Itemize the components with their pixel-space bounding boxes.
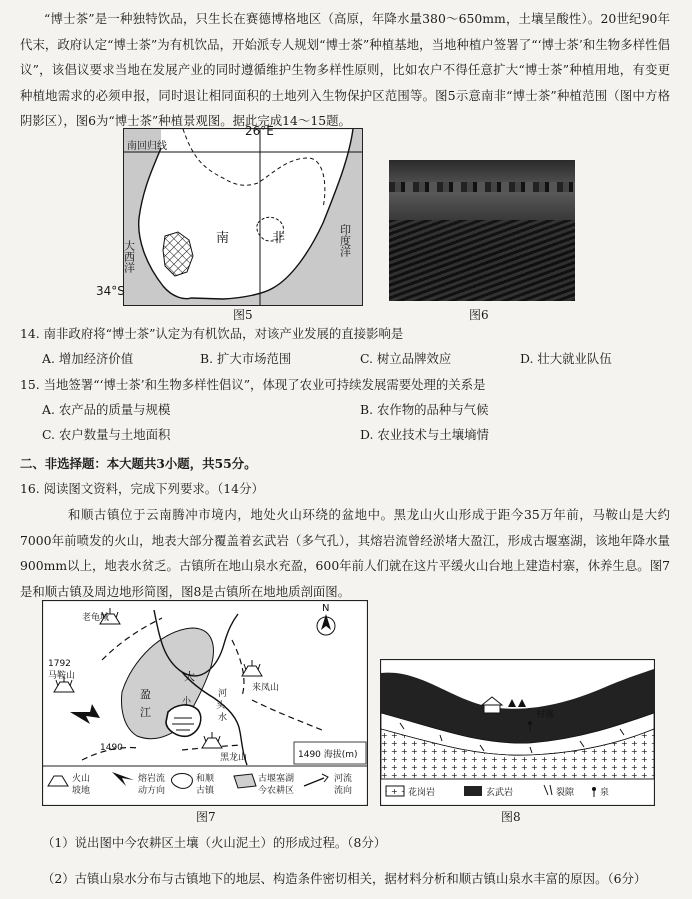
q15-option-b: B. 农作物的品种与气候: [360, 402, 489, 417]
alt-1490-label: 1490: [100, 743, 123, 753]
q14-option-c: C. 树立品牌效应: [360, 351, 452, 366]
q15-option-c: C. 农户数量与土地面积: [42, 427, 171, 442]
latitude-label: 34°S: [96, 284, 125, 298]
q16-material: 和顺古镇位于云南腾冲市境内，地处火山环绕的盆地中。黑龙山火山形成于距今35万年前，马鞍山是大约7000年前喷发的火山，地表大部分覆盖着玄武岩（多气孔），其熔岩流曾经淤堵大盈江，形成古堰塞湖，该地年降水量900mm以上，地表水贫乏。古镇所在地山泉水充盈，600年前人们就在这片平缓火山台地上建造村寨，休养生息。图7是和顺古镇及周边地形简图，图8是古镇所在地地质剖面图。: [20, 507, 670, 599]
geologic-cross-section: [380, 659, 655, 806]
heilongshan-label: 黑龙山: [220, 753, 248, 763]
tropic-label: 南回归线: [127, 141, 167, 152]
legend-lava-label: 熔岩流 动方向: [138, 774, 166, 796]
figure-7-caption: 图7: [196, 810, 216, 824]
section-2-title: 二、非选择题：本大题共3小题，共55分。: [20, 456, 257, 471]
q16-stem: 16. 阅读图文资料，完成下列要求。（14分）: [20, 481, 264, 496]
q15-stem: 15. 当地签署“‘博士茶’和生物多样性倡议”，体现了农业可持续发展需要处理的关系是: [20, 377, 486, 392]
legend-granite-label: 花岗岩: [408, 788, 436, 798]
legend-lake-label: 古堰塞湖 今农耕区: [258, 774, 295, 796]
xiao-label: 小: [182, 697, 192, 707]
figure-6-caption: 图6: [469, 308, 489, 322]
maanshan-label: 马鞍山: [48, 671, 76, 681]
legend-spring-label: 泉: [600, 788, 610, 798]
q14-option-b: B. 扩大市场范围: [200, 351, 292, 366]
legend-fissure-label: 裂隙: [556, 788, 575, 798]
legend-basalt-label: 玄武岩: [486, 788, 514, 798]
tea-field-rows: [389, 220, 575, 301]
he-label: 河: [218, 689, 228, 699]
tou-label: 头: [216, 701, 226, 711]
indian-label: 印度洋: [338, 224, 352, 257]
legend-volcano-label: 火山 坡地: [72, 774, 91, 796]
figure-8-profile: [380, 659, 655, 806]
q14-option-a: A. 增加经济价值: [42, 351, 134, 366]
legend-town-label: 和顺 古镇: [196, 774, 215, 796]
figure-8-caption: 图8: [501, 810, 521, 824]
figure-5-map: [123, 128, 363, 306]
q16-sub2: （2）古镇山泉水分布与古镇地下的地层、构造条件密切相关，据材料分析和顺古镇山泉水丰富的原因。（6分）: [42, 871, 647, 886]
q14-stem: 14. 南非政府将“博士茶”认定为有机饮品，对该产业发展的直接影响是: [20, 326, 404, 341]
figure-5-caption: 图5: [233, 308, 253, 322]
atlantic-label: 大西洋: [123, 240, 136, 273]
q16-sub1: （1）说出图中今农耕区土壤（火山泥土）的形成过程。（8分）: [42, 835, 387, 850]
river-da-label: 大: [184, 670, 195, 683]
intro-paragraph: “博士茶”是一种独特饮品，只生长在赛德博格地区（高原，年降水量380～650mm，土壤呈酸性）。20世纪90年代末，政府认定“博士茶”为有机饮品，开始派专人规划“博士茶”种植基地，当地种植户签署了“‘博士茶’和生物多样性倡议”，该倡议要求当地在发展产业的同时遵循维护生物多样性原则，比如农户不得任意扩大“博士茶”种植用地，有变更种植地需求的必须申报，同时退让相同面积的土地列入生物保护区范围等。图5示意南非“博士茶”种植范围（图中方格阴影区），图6为“博士茶”种植景观图。据此完成14～15题。: [20, 11, 670, 128]
laifengshan-label: 来凤山: [252, 683, 280, 693]
legend-lake-icon: [234, 774, 256, 788]
south-africa-map: [123, 128, 363, 306]
q14-option-d: D. 壮大就业队伍: [520, 351, 612, 366]
maanshan-alt-label: 1792: [48, 659, 71, 669]
north-label: N: [322, 603, 330, 614]
legend-river-label: 河流 流向: [334, 774, 353, 796]
shui-label: 水: [218, 713, 228, 723]
river-ying-label: 盈: [140, 688, 151, 701]
country-label-1: 南: [216, 231, 230, 246]
heshun-town: [166, 705, 201, 736]
legend-basalt-swatch: [464, 786, 482, 796]
country-label-2: 非: [272, 231, 286, 246]
longitude-label: 26°E: [245, 124, 274, 138]
village-label: 村落: [536, 710, 555, 720]
laoguicheng-label: 老龟城: [82, 613, 110, 623]
q15-option-d: D. 农业技术与土壤墒情: [360, 427, 489, 442]
q15-option-a: A. 农产品的质量与规模: [42, 402, 171, 417]
river-jiang-label: 江: [140, 706, 151, 719]
figure-6-photo: [389, 160, 575, 301]
horizon-outcrops: [389, 182, 575, 192]
legend-granite-swatch: [386, 786, 404, 796]
altitude-note: 1490 海拔(m): [298, 750, 358, 760]
